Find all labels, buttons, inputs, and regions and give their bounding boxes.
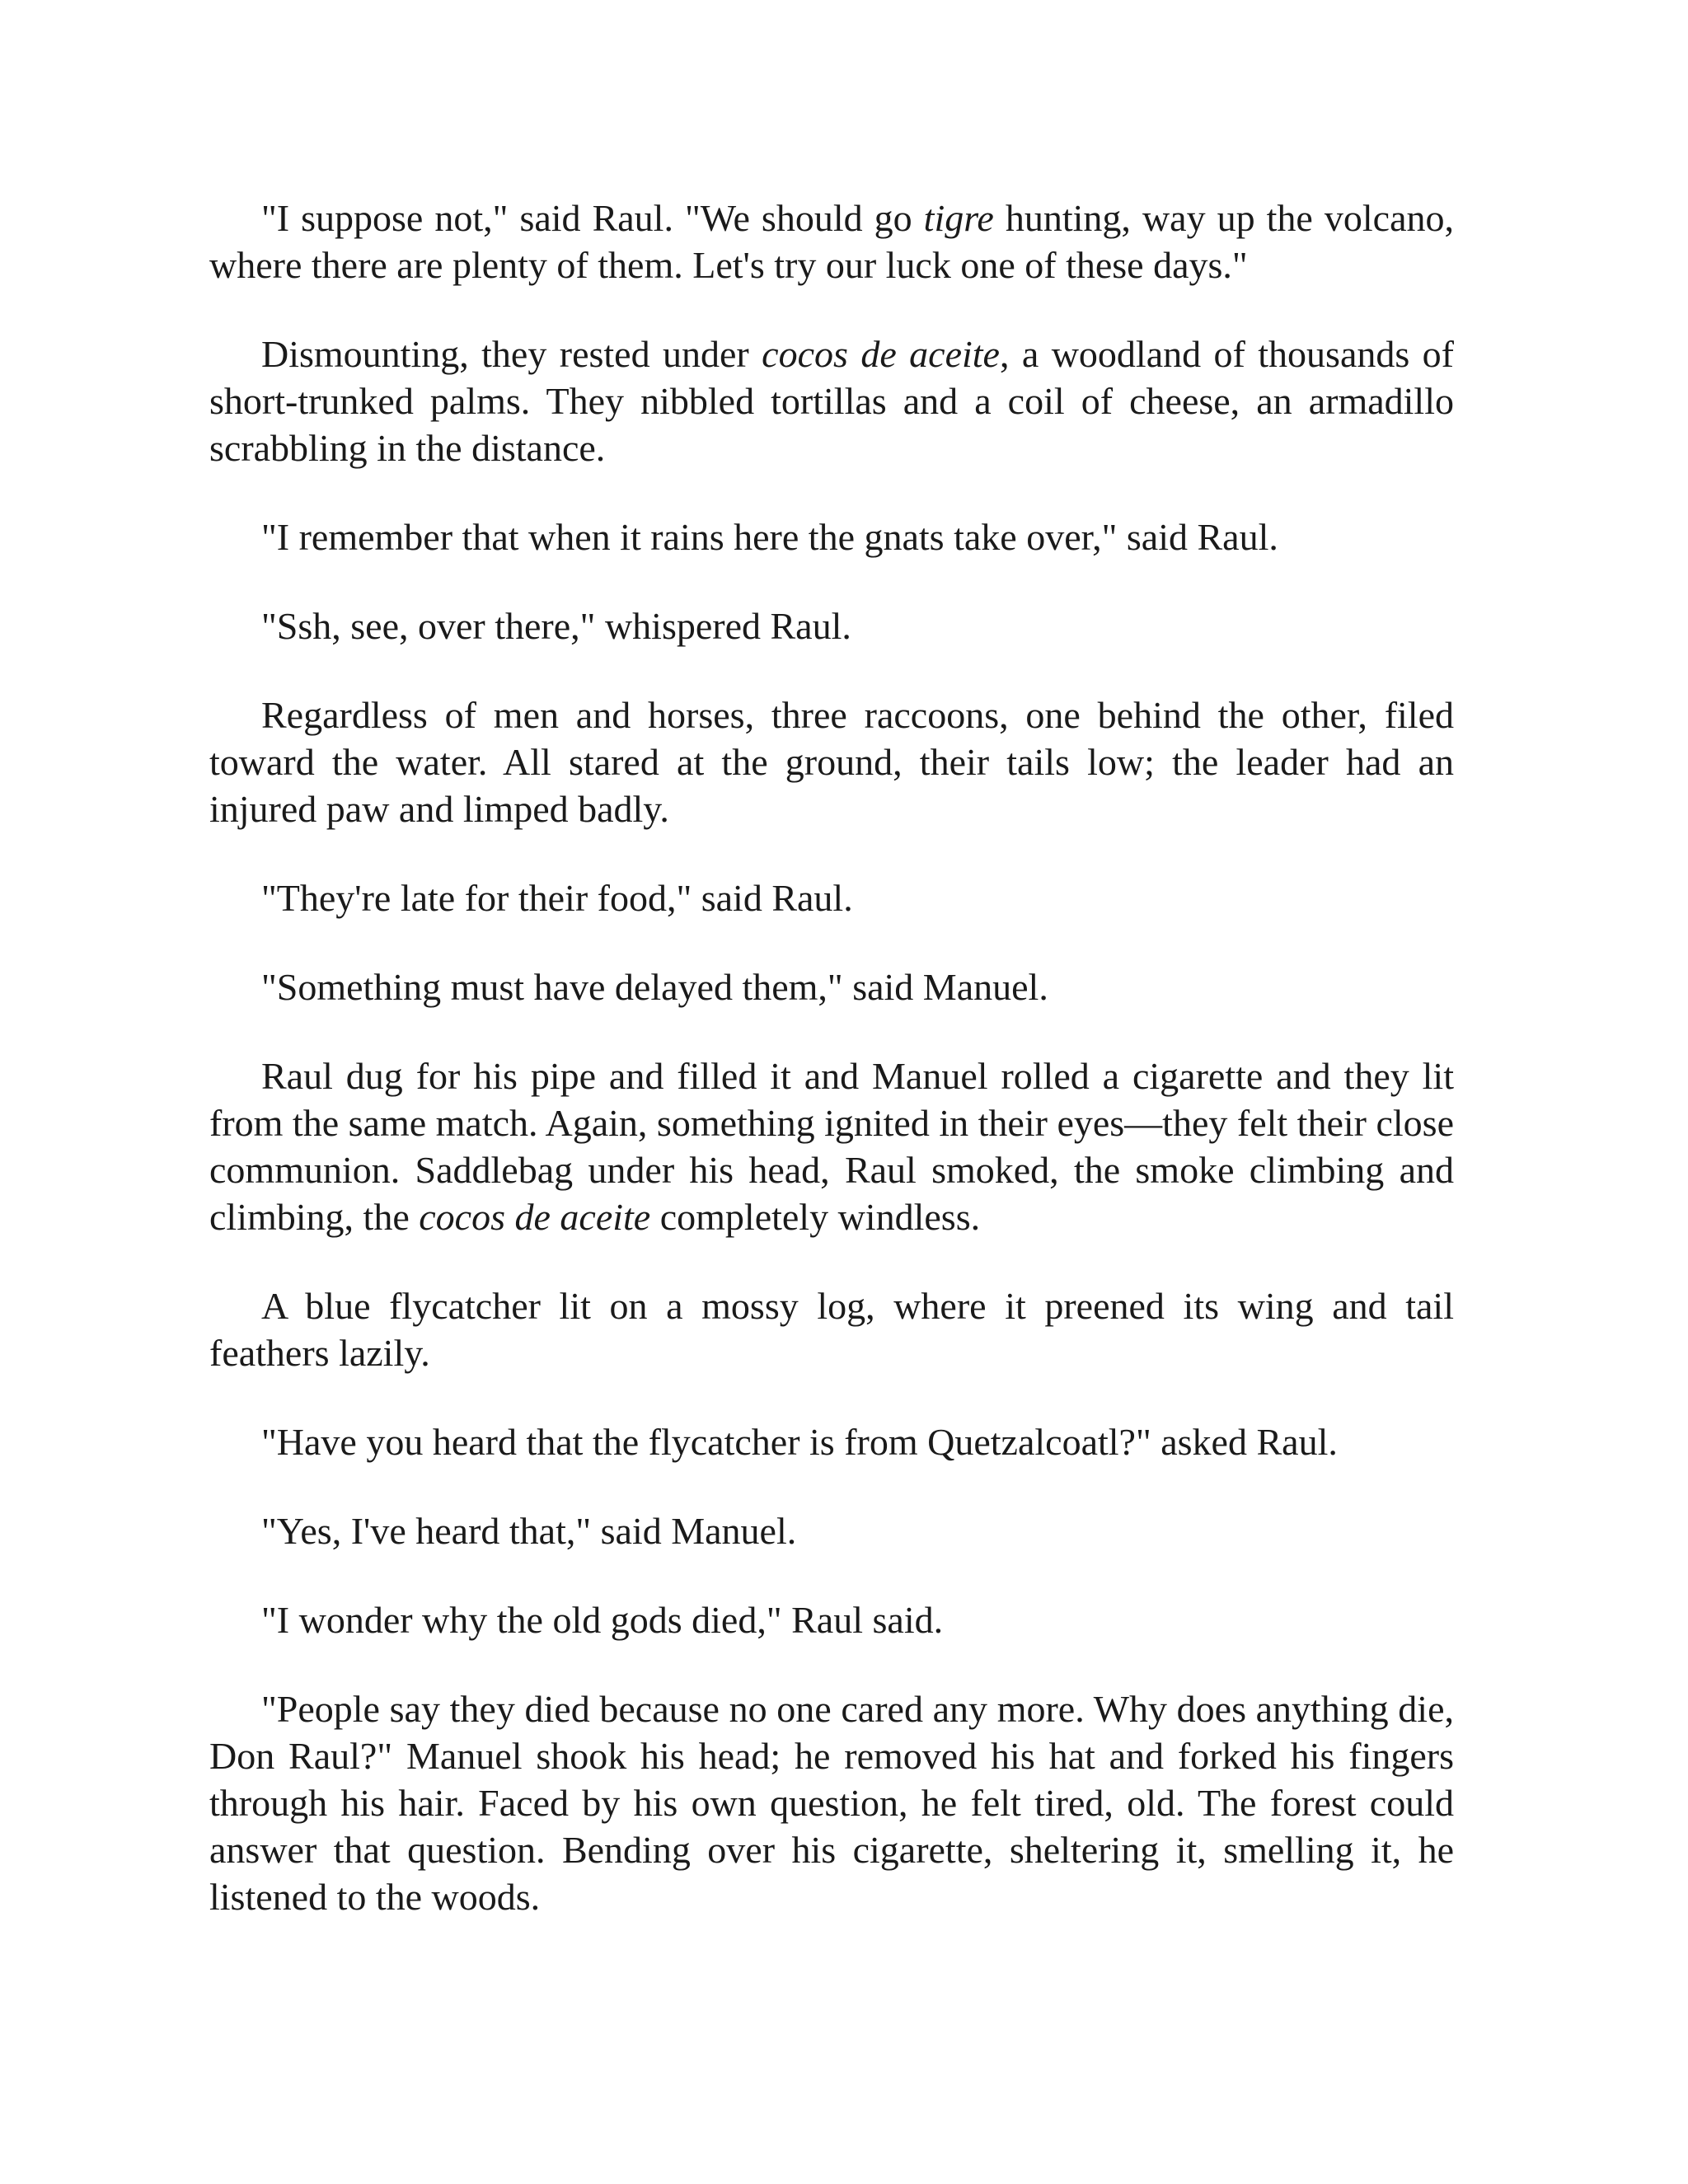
text-segment: , a woodland of thousands of short-trunked palms. They nibbled tortillas and a coil of cheese, an armadillo scrabbling in the distance. [209,333,1454,469]
paragraph [209,1282,1454,1376]
text-segment: Dismounting, they rested under [261,333,762,375]
text-segment: "They're late for their food," said Raul. [261,877,853,919]
paragraph [209,1052,1454,1240]
italic-text-segment: cocos de aceite [419,1196,651,1238]
paragraph [209,691,1454,832]
text-segment: hunting, way up the volcano, where there are plenty of them. Let's try our luck one of these days." [209,197,1454,286]
paragraph [209,194,1454,288]
paragraph [209,330,1454,471]
text-segment: "Something must have delayed them," said Manuel. [261,966,1048,1008]
text-segment: Regardless of men and horses, three raccoons, one behind the other, filed toward the water. All stared at the ground, their tails low; the leader had an injured paw and limped badly. [209,694,1454,830]
text-segment: A blue flycatcher lit on a mossy log, where it preened its wing and tail feathers lazily. [209,1285,1454,1374]
paragraph [209,1418,1454,1465]
text-segment: Raul dug for his pipe and filled it and Manuel rolled a cigarette and they lit from the same match. Again, something ignited in their eyes—they felt their close communion. Saddlebag under his head, Raul smoked, the smoke climbing and climbing, the [209,1055,1454,1238]
paragraph [209,513,1454,560]
paragraph [209,1507,1454,1554]
paragraph [209,1685,1454,1920]
text-segment: "Yes, I've heard that," said Manuel. [261,1510,797,1552]
text-segment: "People say they died because no one cared any more. Why does anything die, Don Raul?" Manuel shook his head; he removed his hat and forked his fingers through his hair. Faced by his own question, he felt tired, old. The forest could answer that question. Bending over his cigarette, sheltering it, smelling it, he listened to the woods. [209,1688,1454,1918]
italic-text-segment: cocos de aceite [762,333,1000,375]
text-segment: "Have you heard that the flycatcher is from Quetzalcoatl?" asked Raul. [261,1421,1338,1463]
text-segment: "I wonder why the old gods died," Raul said. [261,1599,944,1641]
text-segment: "Ssh, see, over there," whispered Raul. [261,605,851,647]
paragraph [209,602,1454,649]
text-segment: "I suppose not," said Raul. "We should go [261,197,924,239]
text-segment: completely windless. [650,1196,981,1238]
paragraph [209,963,1454,1010]
italic-text-segment: tigre [923,197,994,239]
text-column [209,194,1454,1920]
paragraph [209,874,1454,921]
text-segment: "I remember that when it rains here the gnats take over," said Raul. [261,516,1278,558]
paragraph [209,1596,1454,1643]
